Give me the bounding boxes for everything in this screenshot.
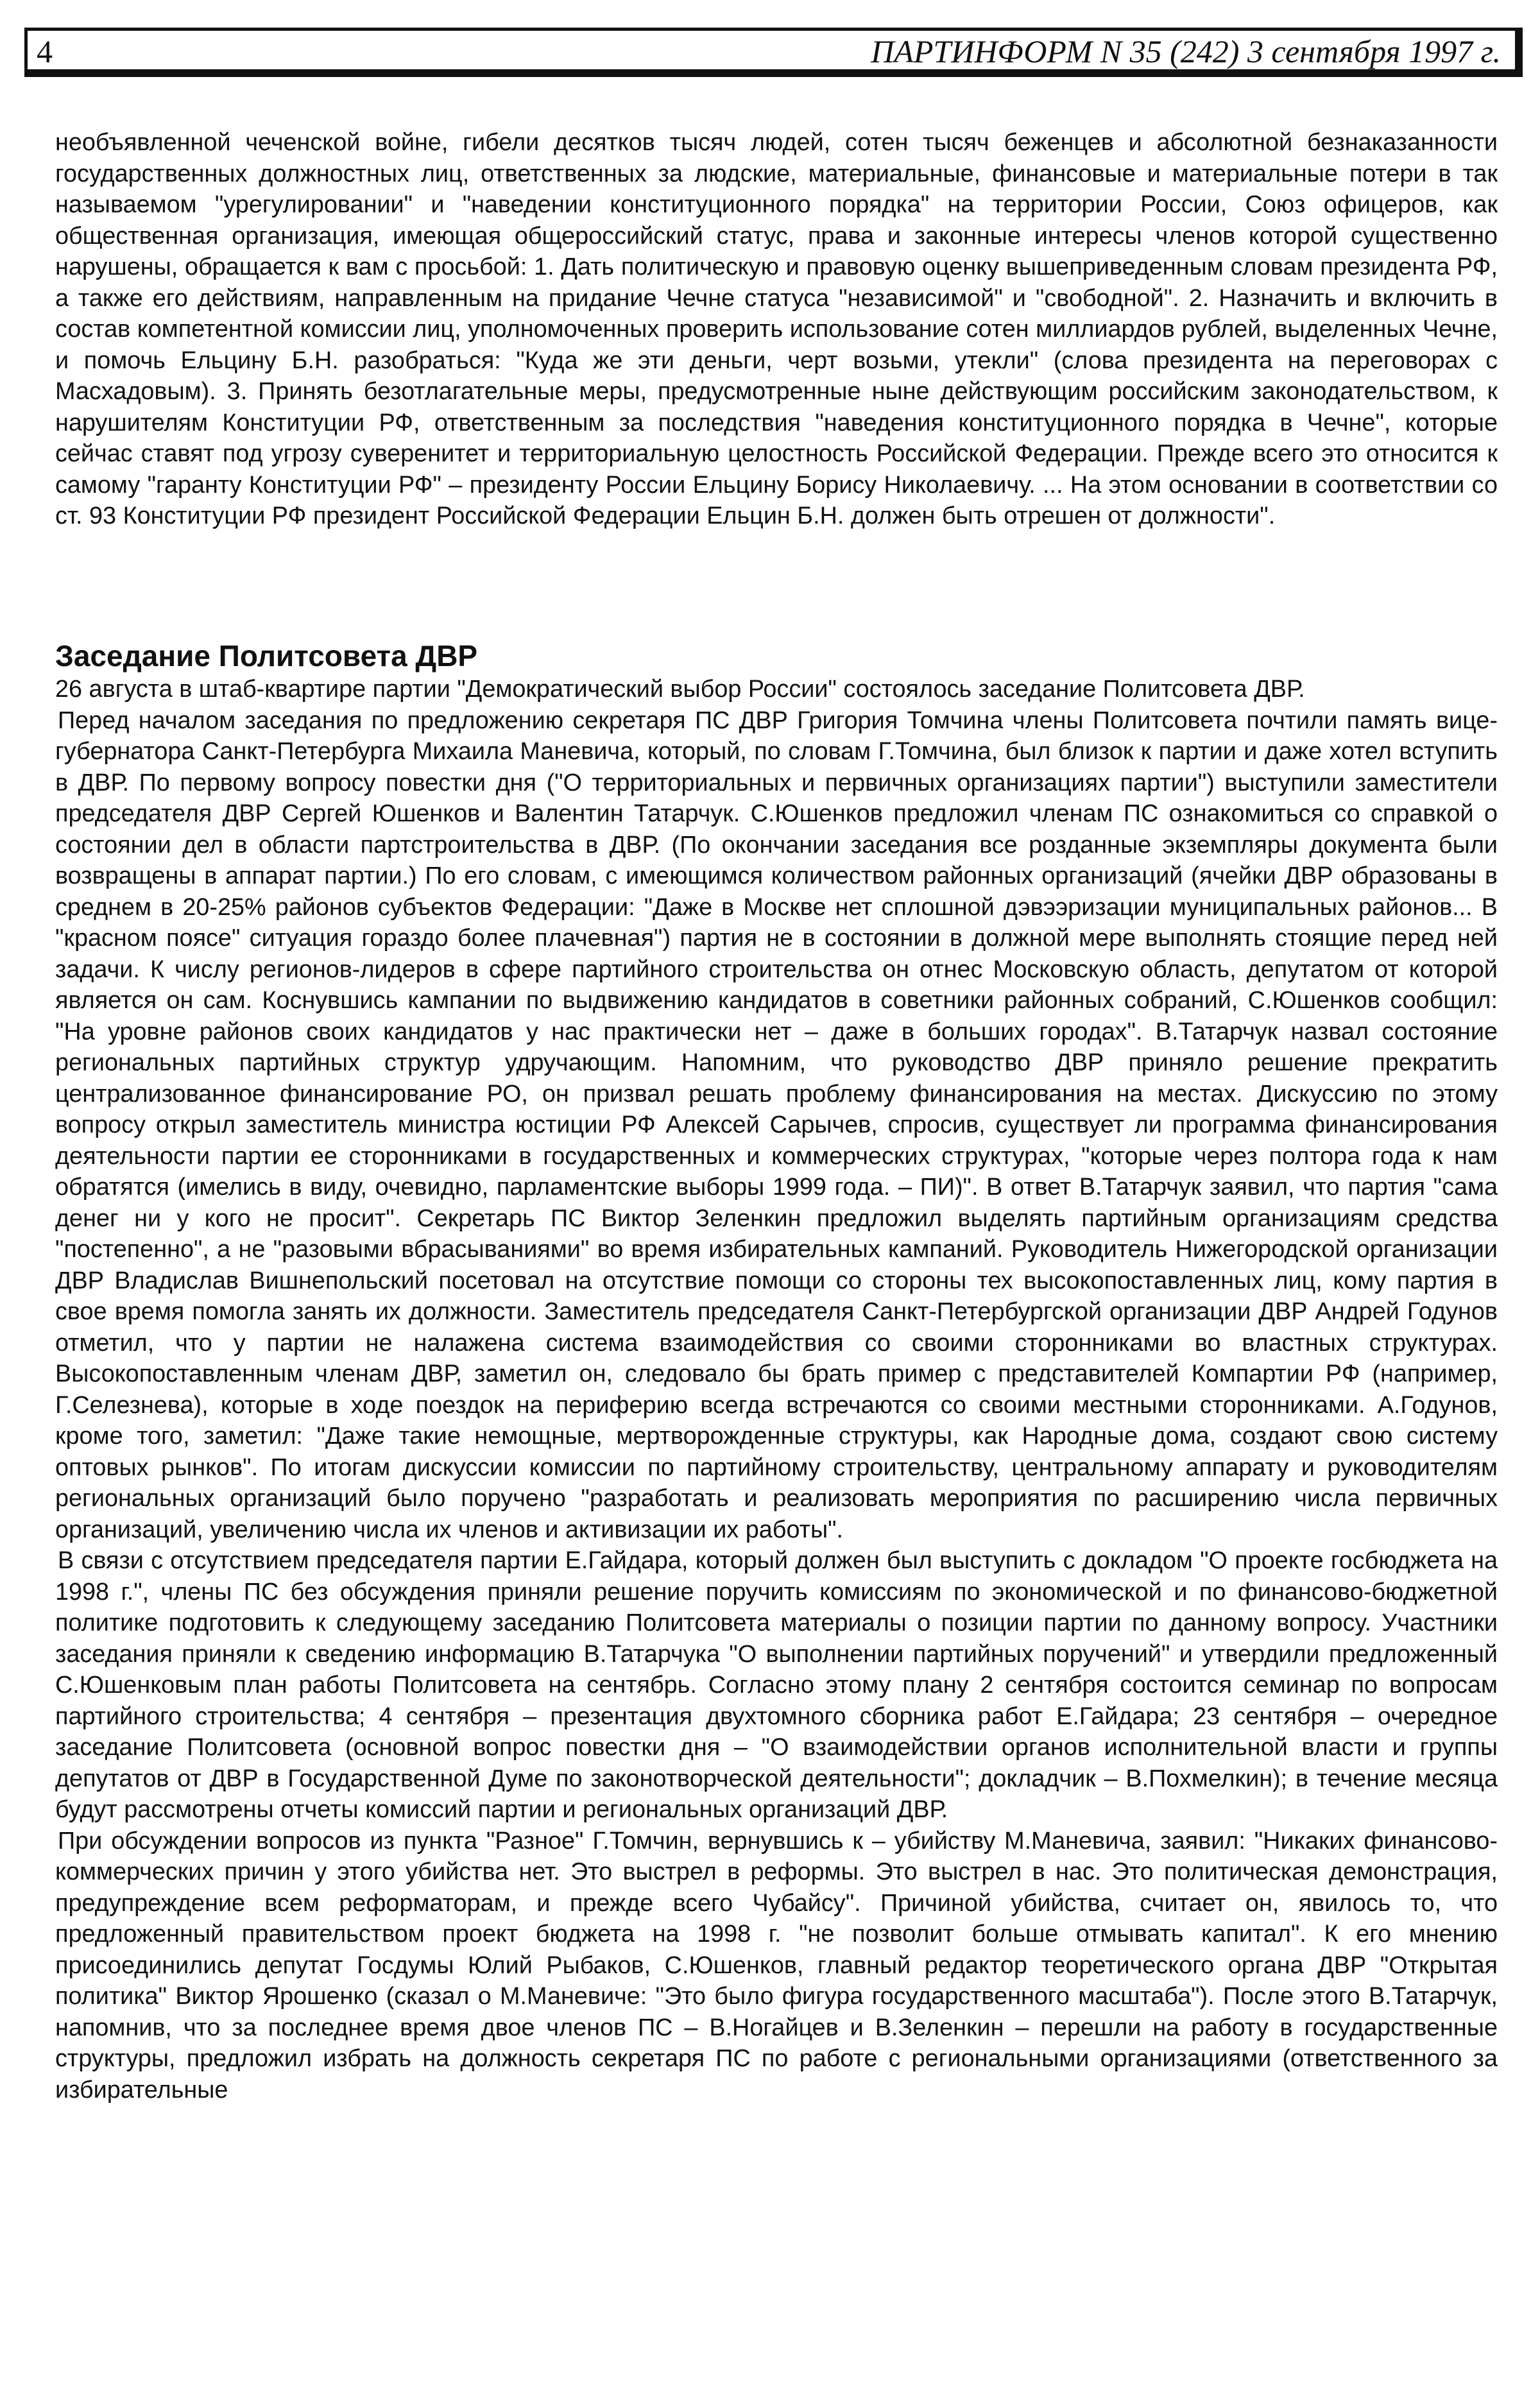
page-number: 4 (37, 33, 53, 69)
section-paragraph: При обсуждении вопросов из пункта "Разное" Г.Томчин, вернувшись к – убийству М.Маневича, заявил: "Никаких финансово-коммерческих причин у этого убийства нет. Это выстрел в реформы. Это выстрел в нас. Это политическая демонстрация, предупреждение всем реформаторам, и прежде всего Чубайсу". Причиной убийства, считает он, явилось то, что предложенный правительством проект бюджета на 1998 г. "не позволит больше отмывать капитал". К его мнению присоединились депутат Госдумы Юлий Рыбаков, С.Юшенков, главный редактор теоретического органа ДВР "Открытая политика" Виктор Ярошенко (сказал о М.Маневиче: "Это было фигура государственного масштаба"). После этого В.Татарчук, напомнив, что за последнее время двое членов ПС – В.Ногайцев и В.Зеленкин – перешли на работу в государственные структуры, предложил избрать на должность секретаря ПС по работе с региональными организациями (ответственного за избирательные (55, 1827, 1498, 2104)
section-body (55, 674, 1498, 2105)
intro-paragraph: необъявленной чеченской войне, гибели десятков тысяч людей, сотен тысяч беженцев и абсолютной безнаказанности государственных должностных лиц, ответственных за людские, материальные, финансовые и материальные потери в так называемом "урегулировании" и "наведении конституционного порядка" на территории России, Союз офицеров, как общественная организация, имеющая общероссийский статус, права и законные интересы членов которой существенно нарушены, обращается к вам с просьбой: 1. Дать политическую и правовую оценку вышеприведенным словам президента РФ, а также его действиям, направленным на придание Чечне статуса "независимой" и "свободной". 2. Назначить и включить в состав компетентной комиссии лиц, уполномоченных проверить использование сотен миллиардов рублей, выделенных Чечне, и помочь Ельцину Б.Н. разобраться: "Куда же эти деньги, черт возьми, утекли" (слова президента на переговорах с Масхадовым). 3. Принять безотлагательные меры, предусмотренные ныне действующим российским законодательством, к нарушителям Конституции РФ, ответственным за последствия "наведения конституционного порядка в Чечне", которые сейчас ставят под угрозу суверенитет и территориальную целостность Российской Федерации. Прежде всего это относится к самому "гаранту Конституции РФ" – президенту России Ельцину Борису Николаевичу. ... На этом основании в соответствии со ст. 93 Конституции РФ президент Российской Федерации Ельцин Б.Н. должен быть отрешен от должности". (55, 129, 1498, 529)
section-paragraph: Перед началом заседания по предложению секретаря ПС ДВР Григория Томчина члены Политсовета почтили память вице-губернатора Санкт-Петербурга Михаила Маневича, который, по словам Г.Томчина, был близок к партии и даже хотел вступить в ДВР. По первому вопросу повестки дня ("О территориальных и первичных организациях партии") выступили заместители председателя ДВР Сергей Юшенков и Валентин Татарчук. С.Юшенков предложил членам ПС ознакомиться со справкой о состоянии дел в области партстроительства в ДВР. (По окончании заседания все розданные экземпляры документа были возвращены в аппарат партии.) По его словам, с имеющимся количеством районных организаций (ячейки ДВР образованы в среднем в 20-25% районов субъектов Федерации: "Даже в Москве нет сплошной дэвээризации муниципальных районов... В "красном поясе" ситуация гораздо более плачевная") партия не в состоянии в должной мере выполнять стоящие перед ней задачи. К числу регионов-лидеров в сфере партийного строительства он отнес Московскую область, депутатом от которой является он сам. Коснувшись кампании по выдвижению кандидатов в советники районных собраний, С.Юшенков сообщил: "На уровне районов своих кандидатов у нас практически нет – даже в больших городах". В.Татарчук назвал состояние региональных партийных структур удручающим. Напомним, что руководство ДВР приняло решение прекратить централизованное финансирование РО, он призвал решать проблему финансирования на местах. Дискуссию по этому вопросу открыл заместитель министра юстиции РФ Алексей Сарычев, спросив, существует ли программа финансирования деятельности партии ее сторонниками в государственных и коммерческих структурах, "которые через полтора года к нам обратятся (имелись в виду, очевидно, парламентские выборы 1999 года. – ПИ)". В ответ В.Татарчук заявил, что партия "сама денег ни у кого не просит". Секретарь ПС Виктор Зеленкин предложил выделять партийным организациям средства "постепенно", а не "разовыми вбрасываниями" во время избирательных кампаний. Руководитель Нижегородской организации ДВР Владислав Вишнепольский посетовал на отсутствие помощи со стороны тех высокопоставленных лиц, кому партия в свое время помогла занять их должности. Заместитель председателя Санкт-Петербургской организации ДВР Андрей Годунов отметил, что у партии не налажена система взаимодействия со своими сторонниками во властных структурах. Высокопоставленным членам ДВР, заметил он, следовало бы брать пример с представителей Компартии РФ (например, Г.Селезнева), которые в ходе поездок на периферию всегда встречаются со своими местными сторонниками. А.Годунов, кроме того, заметил: "Даже такие немощные, мертворожденные структуры, как Народные дома, создают свою систему оптовых рынков". По итогам дискуссии комиссии по партийному строительству, центральному аппарату и руководителям региональных организаций было поручено "разработать и реализовать мероприятия по расширению числа первичных организаций, увеличению числа их членов и активизации их работы". (55, 707, 1498, 1543)
section-paragraph: В связи с отсутствием председателя партии Е.Гайдара, который должен был выступить с докладом "О проекте госбюджета на 1998 г.", члены ПС без обсуждения приняли решение поручить комиссиям по экономической и по финансово-бюджетной политике подготовить к следующему заседанию Политсовета материалы о позиции партии по данному вопросу. Участники заседания приняли к сведению информацию В.Татарчука "О выполнении партийных поручений" и утвердили предложенный С.Юшенковым план работы Политсовета на сентябрь. Согласно этому плану 2 сентября состоится семинар по вопросам партийного строительства; 4 сентября – презентация двухтомного сборника работ Е.Гайдара; 23 сентября – очередное заседание Политсовета (основной вопрос повестки дня – "О взаимодействии органов исполнительной власти и группы депутатов от ДВР в Государственной Думе по законотворческой деятельности"; докладчик – В.Похмелкин); в течение месяца будут рассмотрены отчеты комиссий партии и региональных организаций ДВР. (55, 1547, 1498, 1823)
section-title: Заседание Политсовета ДВР (55, 639, 478, 673)
page-header (24, 28, 1523, 77)
section-paragraph: 26 августа в штаб-квартире партии "Демократический выбор России" состоялось заседание Политсовета ДВР. (55, 676, 1305, 703)
masthead: ПАРТИНФОРМ N 35 (242) 3 сентября 1997 г. (871, 33, 1501, 69)
